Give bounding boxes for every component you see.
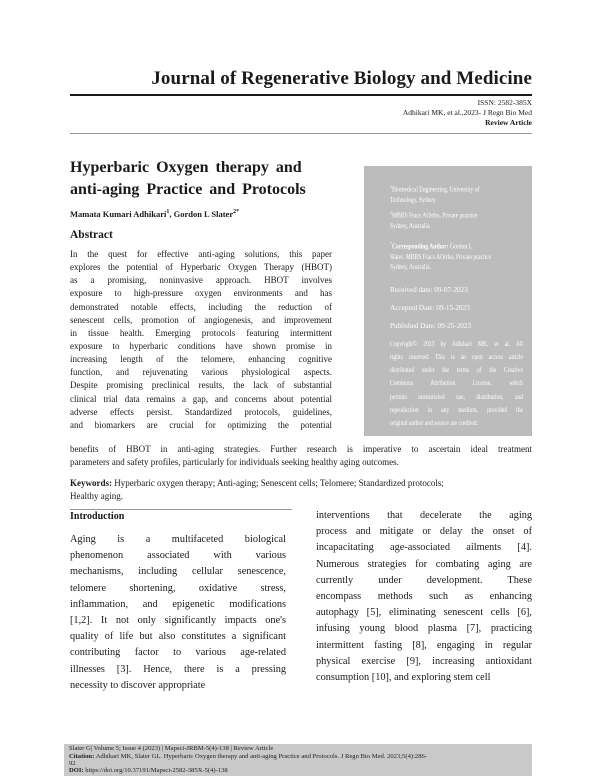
- col-l-line: illnesses [3]. Hence, there is a pressing: [70, 663, 286, 675]
- abs-lines-line: exposure to hyperbaric conditions have shown promise in: [70, 340, 332, 351]
- col-l-line: Aging is a multifaceted biological: [70, 534, 286, 545]
- abs-lines-line: Despite promising preclinical results, the lack of substantial: [70, 380, 332, 391]
- keywords-label: Keywords:: [70, 478, 112, 488]
- copyright-line: reproduction in any medium, provided the: [390, 405, 523, 414]
- col-l-line: mechanisms, including cellular senescence,: [70, 566, 286, 578]
- aff2-line2: Sydney, Australia: [390, 221, 430, 230]
- abs-lines-line: senescent cells, promotion of angiogenesis, and improvement: [70, 314, 332, 325]
- abs-full-line: benefits of HBOT in anti-aging strategies. Further research is imperative to ascertain ideal treatment: [70, 444, 532, 454]
- header-rule: [70, 94, 532, 96]
- col-l-line: telomere shortening, oxidative stress,: [70, 582, 286, 594]
- copyright-line: permits unrestricted use, distribution, and: [390, 392, 523, 401]
- footer-citation-cont: 92: [69, 760, 76, 767]
- corr-sup: *: [390, 242, 392, 247]
- abstract-body: [70, 248, 332, 432]
- short-citation: Adhikari MK, et al.,2023- J Regn Bio Med: [402, 108, 532, 117]
- col-l-line: inflammation, and epigenetic modifications: [70, 598, 286, 610]
- abs-lines-line: and biomarkers are crucial for optimizing the potential: [70, 419, 332, 430]
- abs-lines-line: as a promising, noninvasive approach. HBOT involves: [70, 275, 332, 286]
- intro-rule: [70, 509, 292, 510]
- abs-lines-line: in tissue health. Emerging protocols featuring intermittent: [70, 327, 332, 338]
- footer-citation: [69, 753, 427, 761]
- footer-volume: Slater G| Volume 5; Issue 4 (2023) | Mapsci-JRBM-5(4)-138 | Review Article: [69, 745, 274, 752]
- copyright-line: original author and source are credited.: [390, 418, 479, 427]
- abstract-heading: Abstract: [70, 229, 113, 241]
- col-r-line: incapacitating age-associated ailments [4].: [316, 542, 532, 554]
- aff2-sup: 2: [390, 211, 392, 216]
- abs-lines-line: clinical trial data remains a gap, and concerns about potential: [70, 393, 332, 404]
- copyright-notice: [390, 339, 523, 431]
- abs-lines-line: adverse effects persist. Standardized protocols, guidelines,: [70, 406, 332, 417]
- col-r-line: intermittent fasting [8], engaging in regular: [316, 639, 532, 651]
- aff1-line1: Biomedical Engineering, University of: [391, 185, 480, 194]
- received-date: Received date: 09-07-2023: [390, 286, 468, 294]
- author-1: Mamata Kumari Adhikari: [70, 209, 167, 219]
- col-l-line: quality of life but also constitutes a significant: [70, 631, 286, 643]
- footer: [64, 744, 532, 776]
- abs-lines-line: explores the potential of Hyperbaric Oxygen Therapy (HBOT): [70, 262, 332, 273]
- aff1-line2: Technology, Sydney: [390, 195, 436, 204]
- keywords: [70, 477, 532, 503]
- col-l-line: necessity to discover appropriate: [70, 679, 206, 691]
- keywords-line-1: Hyperbaric oxygen therapy; Anti-aging; Senescent cells; Telomere; Standardized protocols;: [112, 478, 444, 488]
- col-l-line: [1,2]. It not only significantly impacts one's: [70, 614, 286, 626]
- abs-lines-line: increasing length of the telomere, enhancing cognitive: [70, 354, 332, 365]
- journal-title: Journal of Regenerative Biology and Medicine: [151, 68, 532, 89]
- corr-line3: Sydney, Australia.: [390, 263, 432, 272]
- author-2: , Gordon L Slater: [169, 209, 234, 219]
- author-2-sup: 2*: [233, 209, 240, 216]
- copyright-line: Copyright© 2023 by Adhikari MK, et al. All: [390, 340, 523, 348]
- col-l-line: contributing factor to various age-related: [70, 647, 286, 659]
- corresponding-author: [390, 240, 523, 273]
- copyright-line: distributed under the terms of the Creative: [390, 366, 523, 375]
- affiliation-1: [390, 183, 523, 205]
- author-1-sup: 1: [166, 209, 170, 216]
- intro-left-column: [70, 532, 286, 694]
- copyright-line: Commons Attribution License, which: [390, 379, 523, 388]
- meta-rule: [70, 133, 532, 134]
- col-l-line: phenomenon associated with various: [70, 550, 286, 562]
- abs-lines-line: In the quest for effective anti-aging solutions, this paper: [70, 249, 332, 259]
- article-type: Review Article: [485, 118, 532, 127]
- corr-line2: Slater, MBBS Fracs AOrtho, Private practice: [390, 252, 492, 261]
- affiliation-2: [390, 209, 523, 231]
- col-r-line: physical exercise [9], increasing antioxidant: [316, 655, 532, 667]
- introduction-heading: Introduction: [70, 511, 125, 522]
- col-r-line: encompass methods such as enhancing: [316, 590, 532, 602]
- intro-right-column: [316, 508, 532, 686]
- corr-line1: Gordon L: [448, 242, 473, 251]
- affiliation-box: [364, 166, 532, 436]
- col-r-line: autophagy [5], eliminating senescent cells [6],: [316, 607, 532, 619]
- col-r-line: interventions that decelerate the aging: [316, 510, 532, 521]
- authors: [70, 209, 239, 219]
- col-r-line: process and mitigate or delay the onset of: [316, 526, 532, 538]
- col-r-line: Numerous strategies for combating aging are: [316, 558, 532, 570]
- abs-full-line: parameters and safety profiles, particularly for individuals seeking healthy aging outcomes.: [70, 457, 399, 467]
- abs-lines-line: demonstrated notable effects, including the reduction of: [70, 301, 332, 312]
- col-r-line: consumption [10], and exploring stem cell: [316, 671, 491, 683]
- aff2-line1: MBBS Fracs AOrtho, Private practice: [391, 211, 478, 220]
- corr-label: Corresponding Author:: [391, 242, 449, 251]
- doi-link[interactable]: https://doi.org/10.37191/Mapsci-2582-385X-5(4)-138: [83, 767, 228, 774]
- citation-text: Adhikari MK, Slater GL. Hyperbaric Oxygen therapy and anti-aging Practice and Protocols. J Regn Bio Med. 2023;5(4):286-: [94, 753, 428, 760]
- col-r-line: infusing young blood plasma [7], practicing: [316, 623, 532, 635]
- title-line-2: anti-aging Practice and Protocols: [70, 181, 306, 198]
- published-date: Published Date: 09-25-2023: [390, 322, 472, 330]
- article-title: [70, 157, 340, 201]
- abs-lines-line: function, and rejuvenating various physiological aspects.: [70, 367, 332, 378]
- doi-label: DOI:: [69, 767, 84, 774]
- abs-lines-line: exposure to high-pressure oxygen environments and has: [70, 288, 332, 299]
- copyright-line: rights reserved. This is an open access article: [390, 353, 523, 362]
- aff1-sup: 1: [390, 185, 392, 190]
- footer-doi: [69, 767, 228, 775]
- keywords-line-2: Healthy aging.: [70, 491, 123, 501]
- accepted-date: Accepted Date: 09-15-2023: [390, 304, 470, 312]
- issn: ISSN: 2582-385X: [477, 98, 532, 107]
- citation-label: Citation:: [69, 753, 95, 760]
- title-line-1: Hyperbaric Oxygen therapy and: [70, 159, 302, 176]
- abstract-continuation: [70, 443, 532, 469]
- col-r-line: currently under development. These: [316, 574, 532, 586]
